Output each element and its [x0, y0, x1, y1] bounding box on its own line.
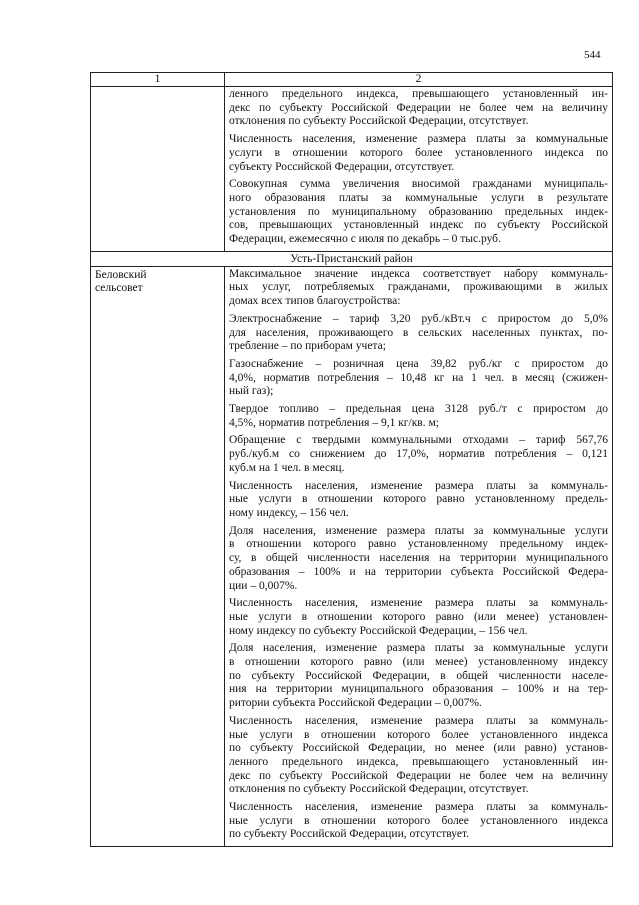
- page-number: 544: [584, 49, 601, 61]
- paragraph: Совокупная сумма увеличения вносимой гражданами муниципаль- ного образования платы за коммунальные услуги в результате установления по муниципальному образованию предельных индек- сов, превышающих установленный индекс по субъекту Российской Федерации, ежемесячно с июля по декабрь – 0 тыс.руб.: [229, 178, 608, 246]
- continuation-name-cell: [91, 87, 225, 252]
- paragraph: Максимальное значение индекса соответствует набору коммуналь- ных услуг, потребляемых гражданами, проживающими в жилых домах всех типов благоустройства:: [229, 267, 608, 308]
- document-table: [90, 72, 613, 847]
- paragraph: Доля населения, изменение размера платы за коммунальные услуги в отношении которого равно (или менее) установленному индексу по субъекту Российской Федерации, в общей численности населе- ния на территории муниципального образования – 100% и на тер- ритории субъекта Российской Федерации – 0,007%.: [229, 642, 608, 710]
- paragraph: Численность населения, изменение размера платы за коммунальные услуги в отношении которого более установленного индекса по субъекту Российской Федерации, отсутствует.: [229, 133, 608, 173]
- header-col-2: 2: [225, 73, 613, 87]
- paragraph: Обращение с твердыми коммунальными отходами – тариф 567,76 руб./куб.м со снижением до 17,0%, норматив потребления – 0,121 куб.м на 1 чел. в месяц.: [229, 434, 608, 474]
- paragraph: Численность населения, изменение размера платы за коммуналь- ные услуги в отношении которого более установленного индекса по субъекту Российской Федерации, но менее (или равно) установ- ленного предельного индекса, превышающего установленный ин- декс по субъекту Российской Федерации не более чем на величину отклонения по субъекту Российской Федерации, отсутствует.: [229, 714, 608, 796]
- continuation-row: [91, 87, 613, 252]
- continuation-text-cell: [225, 87, 613, 252]
- header-col-1: 1: [91, 73, 225, 87]
- paragraph: Газоснабжение – розничная цена 39,82 руб./кг с приростом до 4,0%, норматив потребления – 10,48 кг на 1 чел. в месяц (сжижен- ный газ);: [229, 357, 608, 398]
- paragraph: Доля населения, изменение размера платы за коммунальные услуги в отношении которого равно установленному предельному индек- су, в общей численности населения на территории муниципального образования – 100% и на территории субъекта Российской Федера- ции – 0,007%.: [229, 524, 608, 592]
- section-title: Усть-Пристанский район: [91, 251, 613, 266]
- paragraph: Численность населения, изменение размера платы за коммуналь- ные услуги в отношении которого равно установленному предель- ному индексу, – 156 чел.: [229, 479, 608, 519]
- entry-text-cell: [225, 266, 613, 846]
- paragraph: Твердое топливо – предельная цена 3128 руб./т с приростом до 4,5%, норматив потребления – 9,1 кг/кв. м;: [229, 403, 608, 429]
- entry-name: Беловский сельсовет: [91, 266, 225, 846]
- paragraph: Численность населения, изменение размера платы за коммуналь- ные услуги в отношении которого более установленного индекса по субъекту Российской Федерации, отсутствует.: [229, 801, 608, 841]
- table-header-row: [91, 73, 613, 87]
- entry-row: [91, 266, 613, 846]
- section-row: [91, 251, 613, 266]
- paragraph: Численность населения, изменение размера платы за коммуналь- ные услуги в отношении которого равно (или менее) установлен- ному индексу по субъекту Российской Федерации, – 156 чел.: [229, 597, 608, 637]
- paragraph: Электроснабжение – тариф 3,20 руб./кВт.ч с приростом до 5,0% для населения, проживающего в сельских населенных пунктах, по- требление – по приборам учета;: [229, 312, 608, 353]
- paragraph: ленного предельного индекса, превышающего установленный ин- декс по субъекту Российской Федерации не более чем на величину отклонения по субъекту Российской Федерации, отсутствует.: [229, 88, 608, 128]
